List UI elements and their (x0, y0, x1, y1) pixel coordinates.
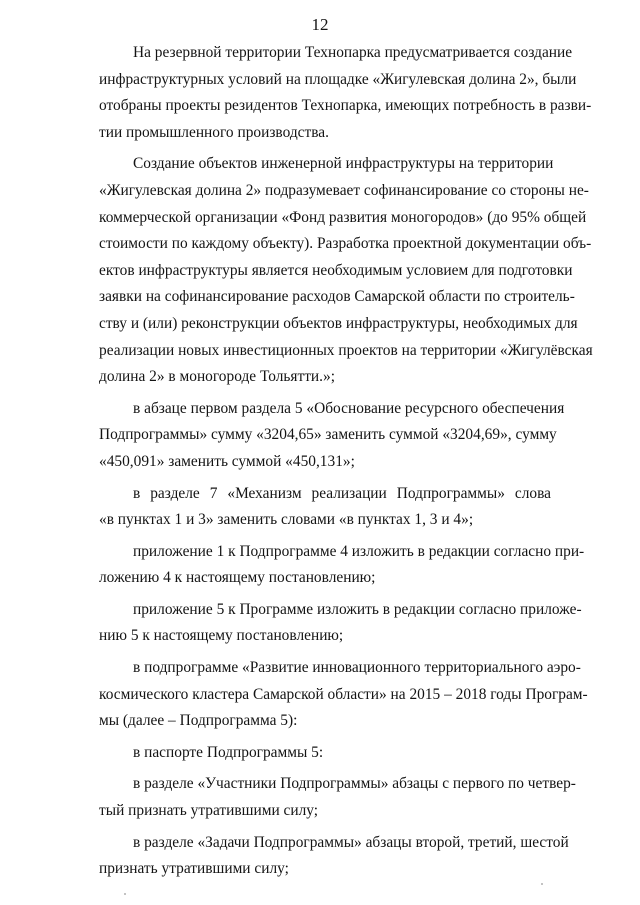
text-line: в подпрограмме «Развитие инновационного территориального аэро- (133, 659, 581, 677)
text-line: Подпрограммы» сумму «3204,65» заменить суммой «3204,69», сумму (99, 426, 557, 444)
text-line: признать утратившими силу; (99, 860, 289, 878)
text-line: На резервной территории Технопарка предусматривается создание (133, 44, 573, 61)
text-line: ству и (или) реконструкции объектов инфраструктуры, необходимых для (99, 314, 578, 332)
text-line: в разделе «Участники Подпрограммы» абзацы с первого по четвер- (133, 775, 576, 793)
text-line: долина 2» в моногороде Тольятти.»; (99, 368, 335, 386)
page-number: 12 (311, 15, 329, 34)
scan-speck (541, 883, 543, 885)
text-line: «Жигулевская долина 2» подразумевает софинансирование со стороны не- (99, 181, 589, 199)
text-line: приложение 5 к Программе изложить в редакции согласно приложе- (133, 600, 582, 618)
text-line: реализации новых инвестиционных проектов на территории «Жигулёвская (99, 341, 593, 359)
paragraph (99, 396, 565, 476)
text-line: тый признать утратившими силу; (99, 802, 319, 820)
paragraph (99, 740, 551, 767)
text-line: космического кластера Самарской области» на 2015 – 2018 годы Програм- (99, 685, 588, 703)
text-line: инфраструктурных условий на площадке «Жигулевская долина 2», были (99, 70, 577, 88)
text-line: заявки на софинансирование расходов Самарской области по строитель- (99, 288, 575, 306)
paragraph (99, 151, 593, 390)
text-line: нию 5 к настоящему постановлению; (99, 627, 344, 645)
text-line: тии промышленного производства. (99, 123, 329, 141)
text-line: ложению 4 к настоящему постановлению; (99, 569, 376, 587)
paragraph (99, 539, 585, 592)
text-line: Создание объектов инженерной инфраструктуры на территории (133, 155, 554, 173)
scan-speck (124, 893, 126, 895)
text-line: стоимости по каждому объекту). Разработка проектной документации объ- (99, 235, 592, 253)
text-line: «в пунктах 1 и 3» заменить словами «в пунктах 1, 3 и 4»; (99, 511, 474, 529)
text-line: в паспорте Подпрограммы 5: (133, 743, 324, 761)
text-line: приложение 1 к Подпрограмме 4 изложить в редакции согласно при- (133, 542, 585, 560)
paragraph (99, 481, 551, 534)
paragraph (99, 771, 576, 824)
text-line: мы (далее – Подпрограмма 5): (99, 712, 298, 730)
paragraph (99, 655, 588, 735)
text-line: в разделе 7 «Механизм реализации Подпрограммы» слова (133, 484, 551, 502)
document-body (99, 40, 593, 883)
text-line: ектов инфраструктуры является необходимым условием для подготовки (99, 261, 573, 279)
text-line: отобраны проекты резидентов Технопарка, имеющих потребность в разви- (99, 97, 592, 115)
text-line: «450,091» заменить суммой «450,131»; (99, 452, 355, 470)
text-line: в разделе «Задачи Подпрограммы» абзацы второй, третий, шестой (133, 833, 569, 851)
paragraph (99, 597, 582, 650)
text-line: в абзаце первом раздела 5 «Обоснование ресурсного обеспечения (133, 399, 565, 417)
paragraph (99, 830, 569, 883)
text-line: коммерческой организации «Фонд развития моногородов» (до 95% общей (99, 208, 587, 226)
paragraph (99, 40, 592, 146)
